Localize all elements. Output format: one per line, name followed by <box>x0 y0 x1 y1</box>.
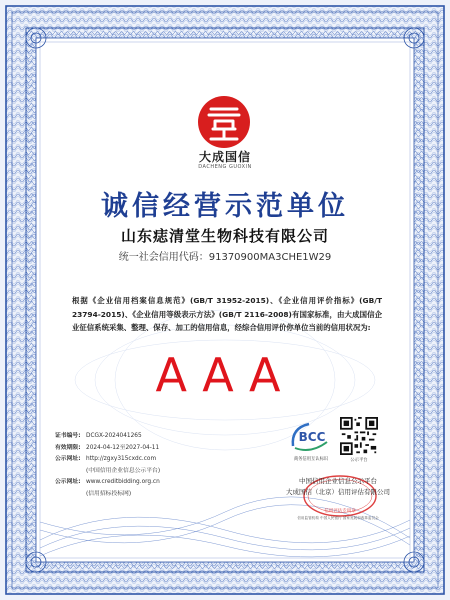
issuer-platform: 中国信用企业信息公示平台 <box>299 477 377 485</box>
platform-link[interactable]: http://zgxy315cxdc.com <box>86 456 157 463</box>
info-row: (中国信用企业信息公示平台) <box>86 467 161 474</box>
info-row: 公示网址: www.creditbidding.org.cn <box>55 479 160 486</box>
certificate-title: 诚信经营示范单位 <box>101 191 349 222</box>
bcc-caption: 商务信用互认标识 <box>293 457 329 462</box>
bcc-badge-icon <box>287 420 335 454</box>
dacheng-logo-icon <box>197 95 251 149</box>
issuer-org: 大成国信（北京）信用评估有限公司 <box>286 488 390 496</box>
issuer-block <box>258 476 418 498</box>
credit-rating: AAA <box>155 348 295 402</box>
info-row: 有效期限: 2024-04-12至2027-04-11 <box>55 444 160 451</box>
info-row: (信用招标投标网) <box>86 490 132 497</box>
company-name: 山东痣清堂生物科技有限公司 <box>120 227 329 245</box>
certificate-body: 根据《企业信用档案信息规范》(GB/T 31952-2015)、《企业信用评价指标》(GB/T 23794-2015)、《企业信用等级表示方法》(GB/T 2116-2008)有国家标准，由大成国信企业征信系统采集、整理、保存、加工的信用信息，经综合信用评价你单位当前的信用状况为: <box>72 296 382 332</box>
bidding-link[interactable]: www.creditbidding.org.cn <box>86 479 160 486</box>
credit-code: 统一社会信用代码：91370900MA3CHE1W29 <box>118 252 332 263</box>
supervisor-footnote: 信用监管机构 中国人民银行 国家发展和改革委员会 <box>297 516 379 520</box>
qr-code-icon[interactable] <box>340 417 378 455</box>
qr-caption: 公示平台 <box>350 458 368 463</box>
brand-name-en: DACHENG GUOXIN <box>198 164 252 170</box>
certificate-info <box>55 430 245 500</box>
info-row: 公示网址: http://zgxy315cxdc.com <box>55 456 157 463</box>
seal-text: 信用评估专用章 <box>324 509 356 514</box>
bcc-text: BCC <box>298 430 326 444</box>
info-row: 证书编号: DCGX-2024041265 <box>55 433 142 439</box>
brand-name: 大成国信 <box>198 150 251 164</box>
